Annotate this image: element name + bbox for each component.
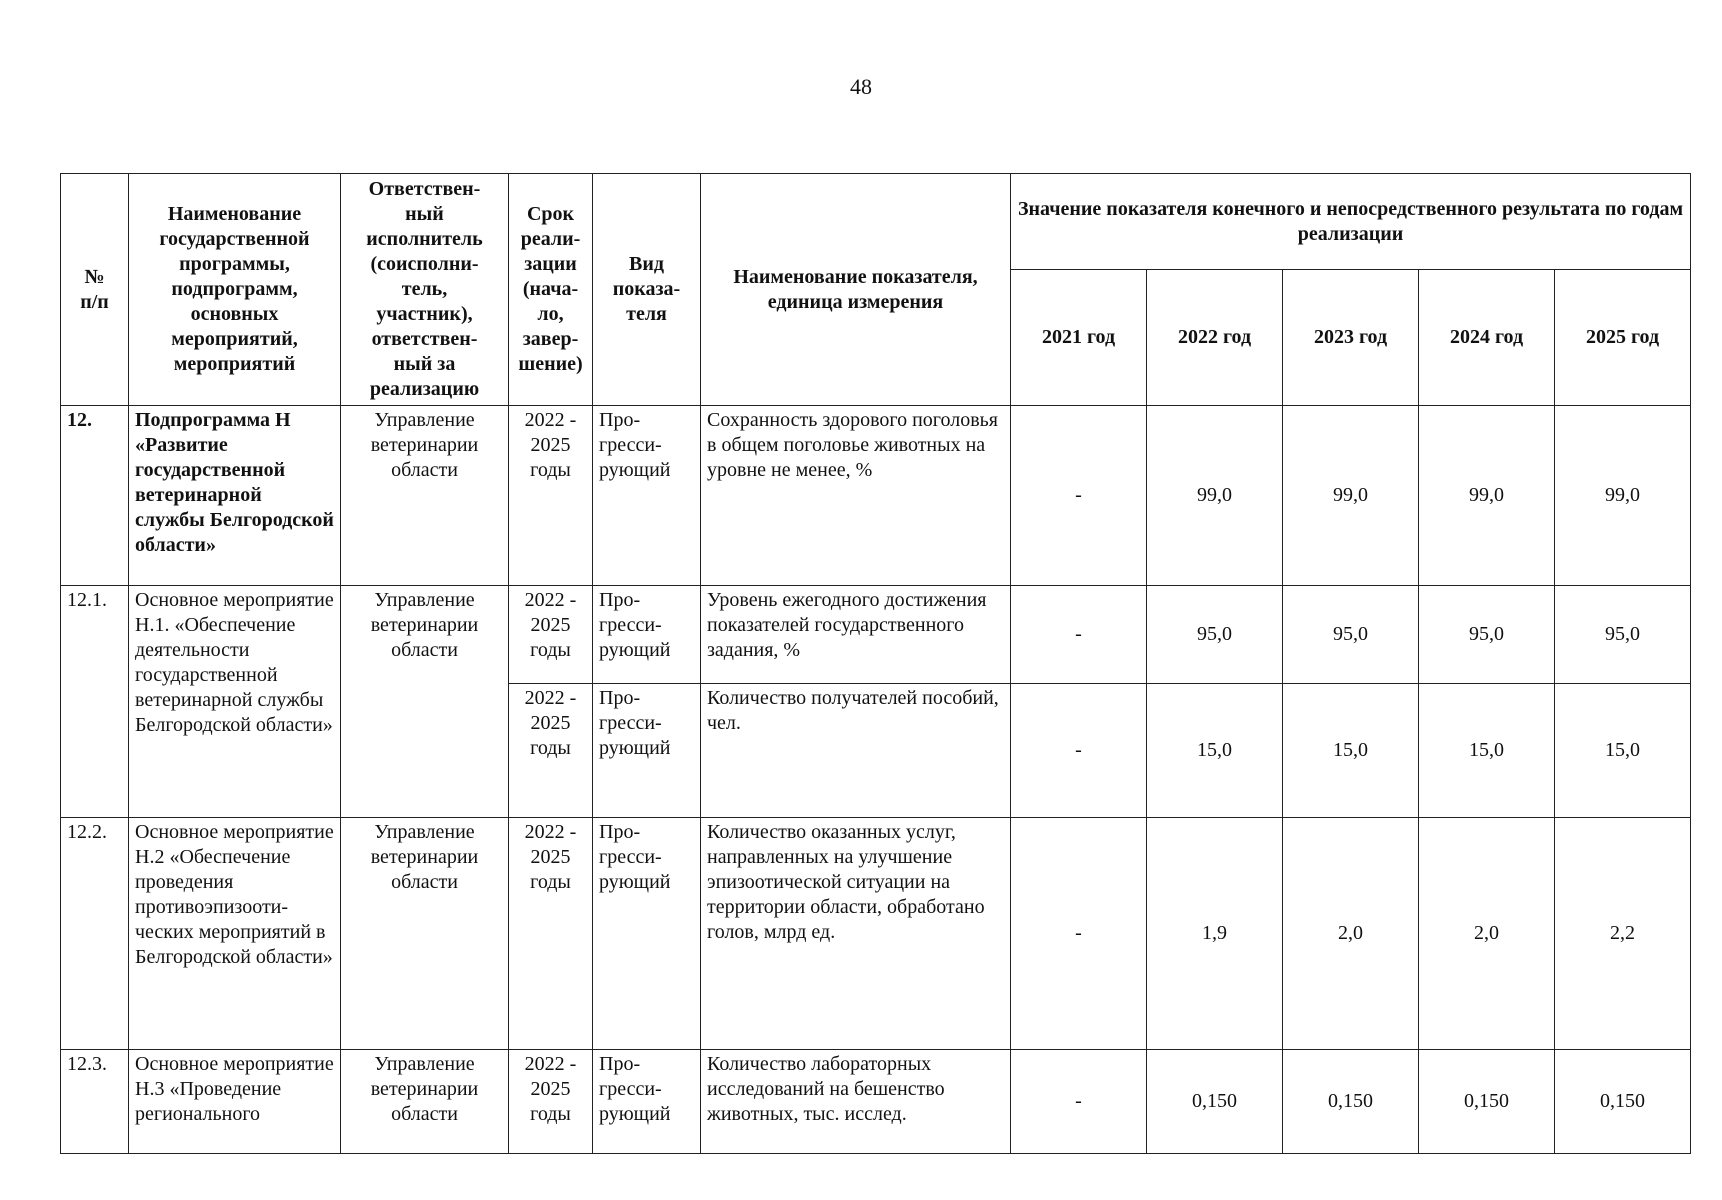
value-2022: 99,0 — [1147, 406, 1283, 586]
row-num: 12.3. — [61, 1050, 129, 1154]
row-executor: Управление ветеринарии области — [341, 818, 509, 1050]
value-2022: 1,9 — [1147, 818, 1283, 1050]
row-name: Подпрограмма Н «Развитие государственной ветеринарной службы Белгородской области» — [129, 406, 341, 586]
row-name: Основное мероприятие Н.1. «Обеспечение деятельности государственной ветеринарной службы Белгородской области» — [129, 586, 341, 818]
row-indicator: Уровень ежегодного достижения показателей государственного задания, % — [701, 586, 1011, 684]
page-number: 48 — [850, 74, 872, 99]
header-name: Наименование государственной программы, подпрограмм, основных мероприятий, мероприятий — [129, 174, 341, 406]
value-2023: 15,0 — [1283, 684, 1419, 818]
header-values-group: Значение показателя конечного и непосредственного результата по годам реализации — [1011, 174, 1691, 270]
value-2023: 95,0 — [1283, 586, 1419, 684]
row-type: Про- гресси- рующий — [593, 406, 701, 586]
header-year-2021: 2021 год — [1011, 270, 1147, 406]
value-2024: 0,150 — [1419, 1050, 1555, 1154]
header-year-2024: 2024 год — [1419, 270, 1555, 406]
table-row — [61, 586, 1691, 684]
header-executor: Ответствен- ный исполнитель (соисполни- тель, участник), ответствен- ный за реализацию — [341, 174, 509, 406]
row-term: 2022 - 2025 годы — [509, 1050, 593, 1154]
row-term: 2022 - 2025 годы — [509, 586, 593, 684]
header-year-2025: 2025 год — [1555, 270, 1691, 406]
table-row — [61, 1050, 1691, 1154]
value-2022: 95,0 — [1147, 586, 1283, 684]
row-name: Основное мероприятие Н.2 «Обеспечение проведения противоэпизооти- ческих мероприятий в Белгородской области» — [129, 818, 341, 1050]
value-2025: 0,150 — [1555, 1050, 1691, 1154]
row-executor: Управление ветеринарии области — [341, 406, 509, 586]
indicators-table — [60, 173, 1691, 1154]
header-type: Вид показа- теля — [593, 174, 701, 406]
row-indicator: Количество получателей пособий, чел. — [701, 684, 1011, 818]
row-type: Про- гресси- рующий — [593, 1050, 701, 1154]
row-type: Про- гресси- рующий — [593, 818, 701, 1050]
value-2022: 0,150 — [1147, 1050, 1283, 1154]
header-indicator: Наименование показателя, единица измерения — [701, 174, 1011, 406]
row-indicator: Сохранность здорового поголовья в общем поголовье животных на уровне не менее, % — [701, 406, 1011, 586]
value-2025: 15,0 — [1555, 684, 1691, 818]
header-year-2022: 2022 год — [1147, 270, 1283, 406]
value-2021: - — [1011, 406, 1147, 586]
header-num: № п/п — [61, 174, 129, 406]
table-row — [61, 406, 1691, 586]
row-num: 12.1. — [61, 586, 129, 818]
value-2021: - — [1011, 1050, 1147, 1154]
row-executor: Управление ветеринарии области — [341, 586, 509, 818]
value-2025: 2,2 — [1555, 818, 1691, 1050]
row-indicator: Количество оказанных услуг, направленных на улучшение эпизоотической ситуации на территории области, обработано голов, млрд ед. — [701, 818, 1011, 1050]
value-2023: 2,0 — [1283, 818, 1419, 1050]
value-2021: - — [1011, 586, 1147, 684]
value-2025: 99,0 — [1555, 406, 1691, 586]
row-name: Основное мероприятие Н.3 «Проведение регионального — [129, 1050, 341, 1154]
row-indicator: Количество лабораторных исследований на бешенство животных, тыс. исслед. — [701, 1050, 1011, 1154]
row-num: 12. — [61, 406, 129, 586]
value-2023: 0,150 — [1283, 1050, 1419, 1154]
header-year-2023: 2023 год — [1283, 270, 1419, 406]
row-type: Про- гресси- рующий — [593, 684, 701, 818]
value-2024: 2,0 — [1419, 818, 1555, 1050]
value-2022: 15,0 — [1147, 684, 1283, 818]
value-2024: 95,0 — [1419, 586, 1555, 684]
value-2025: 95,0 — [1555, 586, 1691, 684]
table-row — [61, 818, 1691, 1050]
row-type: Про- гресси- рующий — [593, 586, 701, 684]
row-term: 2022 - 2025 годы — [509, 818, 593, 1050]
value-2023: 99,0 — [1283, 406, 1419, 586]
value-2024: 99,0 — [1419, 406, 1555, 586]
header-term: Срок реали- зации (нача- ло, завер- шение) — [509, 174, 593, 406]
row-num: 12.2. — [61, 818, 129, 1050]
value-2024: 15,0 — [1419, 684, 1555, 818]
row-term: 2022 - 2025 годы — [509, 684, 593, 818]
row-executor: Управление ветеринарии области — [341, 1050, 509, 1154]
row-term: 2022 - 2025 годы — [509, 406, 593, 586]
value-2021: - — [1011, 818, 1147, 1050]
value-2021: - — [1011, 684, 1147, 818]
